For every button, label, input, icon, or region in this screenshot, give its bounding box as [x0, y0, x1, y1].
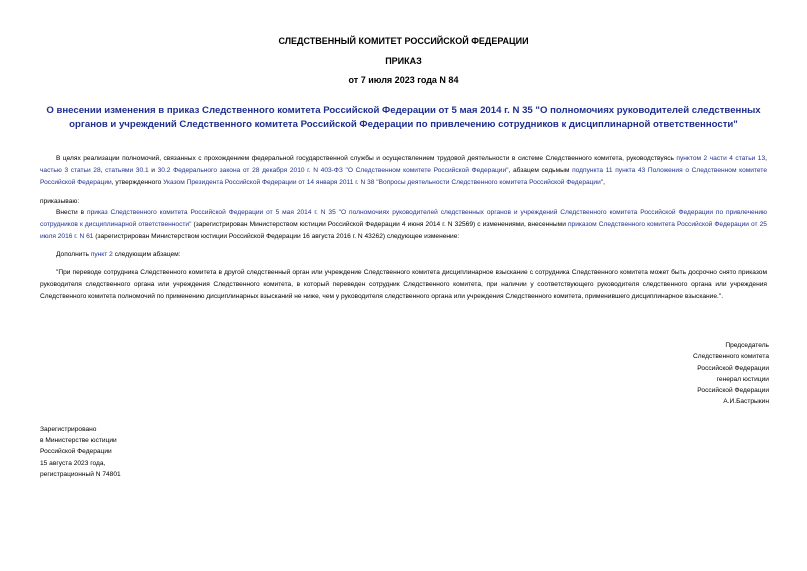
order-word: приказываю: [40, 198, 80, 205]
preamble-text-4: и [148, 167, 158, 174]
signature-block [693, 340, 769, 408]
preamble-link-4[interactable]: 30.2 Федерального закона от 28 декабря 2010 г. N 403-ФЗ "О Следственном комитете Российской Федерации" [157, 167, 509, 174]
preamble-link-6[interactable]: Указом Президента Российской Федерации от 14 января 2011 г. N 38 "Вопросы деятельности Следственного комитета Российской Федерации" [163, 179, 604, 186]
signature-line: генерал юстиции [716, 375, 769, 383]
preamble-text-7: , [603, 179, 605, 186]
registration-line: Российской Федерации [40, 448, 112, 456]
signatory-name: А.И.Бастрыкин [723, 398, 769, 406]
preamble-link-1[interactable]: пунктом 2 части 4 статьи 13 [676, 155, 766, 162]
amendment-paragraph [40, 207, 767, 243]
preamble-paragraph [40, 153, 767, 189]
preamble-text-1: В целях реализации полномочий, связанных с прохождением федеральной государственной службы и осуществлением трудовой деятельности в системе Следственного комитета, руководствуясь [56, 155, 677, 162]
supplement-link[interactable]: пункт 2 [90, 251, 113, 258]
supplement-text-2: следующим абзацем: [112, 251, 181, 258]
title-suffix: "О полномочиях руководителей следственных органов и учреждений Следственного комитета Российской Федерации по привлечению сотрудников к дисциплинарной ответственности" [69, 105, 761, 130]
amend-text-2: (зарегистрирован Министерством юстиции Российской Федерации 4 июня 2014 г. N 32569) с изменениями, внесенными [191, 221, 568, 228]
amend-link-1[interactable]: приказ Следственного комитета Российской Федерации от 5 мая 2014 г. N 35 "О полномочиях руководителей следственных органов и учреждений Следственного комитета Российской Федерации по привлечению сотрудников к дисциплинарной ответственности" [40, 209, 767, 228]
preamble-text-2: , [765, 155, 767, 162]
organization-heading: СЛЕДСТВЕННЫЙ КОМИТЕТ РОССИЙСКОЙ ФЕДЕРАЦИИ [278, 36, 529, 46]
registration-number: регистрационный N 74801 [40, 470, 121, 478]
preamble-text-5: , абзацем седьмым [508, 167, 573, 174]
preamble-link-2[interactable]: частью 3 статьи 28 [40, 167, 101, 174]
amend-link-2[interactable]: приказом Следственного комитета Российской Федерации от 25 июля 2016 г. N 61 [40, 221, 767, 240]
quoted-paragraph: "При переводе сотрудника Следственного комитета в другой следственный орган или учреждение Следственного комитета дисциплинарное взыскание с сотрудника Следственного комитета может быть досрочно снято приказом руководителя следственного органа или учреждения Следственного комитета, в который переведен сотрудник Следственного комитета, при наличии у соответствующего руководителя следственного органа или учреждения Следственного комитета полномочий по применению дисциплинарных взысканий не ниже, чем у руководителя следственного органа или учреждения Следственного комитета, применившего дисциплинарное взыскание.". [40, 269, 767, 300]
signature-line: Российской Федерации [697, 387, 769, 395]
signature-line: Российской Федерации [697, 364, 769, 372]
document-title [40, 104, 767, 132]
signature-line: Следственного комитета [693, 353, 769, 361]
supplement-text-1: Дополнить [56, 251, 91, 258]
registration-line: в Министерстве юстиции [40, 437, 117, 445]
supplement-paragraph [40, 249, 767, 261]
date-number-heading: от 7 июля 2023 года N 84 [348, 75, 459, 85]
signature-line: Председатель [725, 342, 769, 349]
registration-block [40, 424, 121, 480]
amend-text-3: (зарегистрирован Министерством юстиции Российской Федерации 16 августа 2016 г. N 43262) следующее изменение: [93, 233, 460, 240]
registration-line: Зарегистрировано [40, 426, 97, 433]
preamble-text-3: , [100, 167, 106, 174]
preamble-text-6: , утвержденного [111, 179, 164, 186]
document-type-heading: ПРИКАЗ [385, 56, 422, 66]
preamble-link-3[interactable]: статьями 30.1 [105, 167, 149, 174]
amend-text-1: Внести в [56, 209, 88, 216]
title-order-link[interactable]: приказ Следственного комитета Российской Федерации от 5 мая 2014 г. N 35 [166, 105, 533, 116]
title-prefix: О внесении изменения в [46, 105, 167, 116]
preamble-link-5[interactable]: подпункта 11 пункта 43 Положения о Следственном комитете Российской Федерации [40, 167, 767, 186]
registration-date: 15 августа 2023 года, [40, 459, 106, 467]
